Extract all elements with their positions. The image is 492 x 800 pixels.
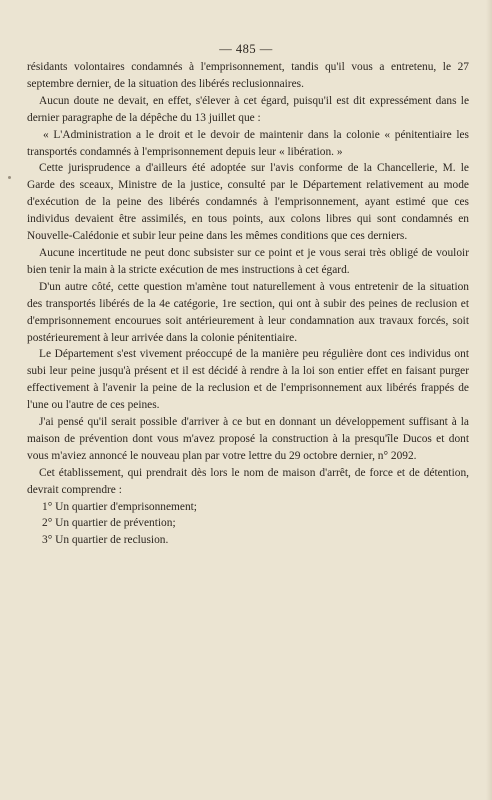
list-item: 2° Un quartier de prévention; — [42, 517, 176, 530]
paragraph: Aucun doute ne devait, en effet, s'élever à cet égard, puisqu'il est dit expressément dans le dernier paragraphe de la dépêche du 13 juillet que : — [27, 94, 469, 124]
paragraph: Le Département s'est vivement préoccupé de la manière peu régulière dont ces individus ont subi leur peine jusqu'à présent et il est décidé à rendre à la loi son entier effet en faisant purger effectivement à l'avenir la peine de la reclusion et de l'emprisonnement aux libérés frappés de l'une ou l'autre de ces peines. — [27, 348, 469, 412]
paragraph: Cet établissement, qui prendrait dès lors le nom de maison d'arrêt, de force et de détention, devrait comprendre : — [27, 466, 469, 496]
margin-mark — [8, 176, 11, 179]
paragraph: Aucune incertitude ne peut donc subsister sur ce point et je vous serai très obligé de vouloir bien tenir la main à la stricte exécution de mes instructions à cet égard. — [27, 246, 469, 276]
page-number: — 485 — — [219, 42, 273, 56]
list-item: 3° Un quartier de reclusion. — [42, 534, 169, 547]
paragraph-continuation: résidants volontaires condamnés à l'emprisonnement, tandis qu'il vous a entretenu, le 27 septembre dernier, de la situation des libérés reclusionnaires. — [27, 61, 469, 90]
quoted-paragraph: « L'Administration a le droit et le devoir de maintenir dans la colonie « pénitentiaire les transportés condamnés à l'emprisonnement depuis leur « libération. » — [27, 128, 469, 158]
paragraph: J'ai pensé qu'il serait possible d'arriver à ce but en donnant un développement suffisant à la maison de prévention dont vous m'avez proposé la construction à la presqu'île Ducos et dont vous m'aviez annoncé le nouveau plan par votre lettre du 29 octobre dernier, n° 2092. — [27, 416, 469, 462]
document-body — [27, 59, 469, 549]
list-item: 1° Un quartier d'emprisonnement; — [42, 500, 197, 513]
page-edge-shadow — [486, 0, 492, 800]
paragraph: D'un autre côté, cette question m'amène tout naturellement à vous entretenir de la situation des transportés libérés de la 4e catégorie, 1re section, qui ont à subir des peines de reclusion et d'emprisonnement encourues soit antérieurement à leur condamnation aux travaux forcés, soit postérieurement à leur arrivée dans la colonie pénitentiaire. — [27, 280, 469, 344]
paragraph: Cette jurisprudence a d'ailleurs été adoptée sur l'avis conforme de la Chancellerie, M. le Garde des sceaux, Ministre de la justice, consulté par le Département relativement au mode d'exécution de la peine des libérés condamnés à l'emprisonnement, ayant estimé que ces individus devaient être assimilés, en tous points, aux colons libres qui sont condamnés en Nouvelle-Calédonie et subir leur peine dans les mêmes conditions que ces derniers. — [27, 162, 469, 243]
